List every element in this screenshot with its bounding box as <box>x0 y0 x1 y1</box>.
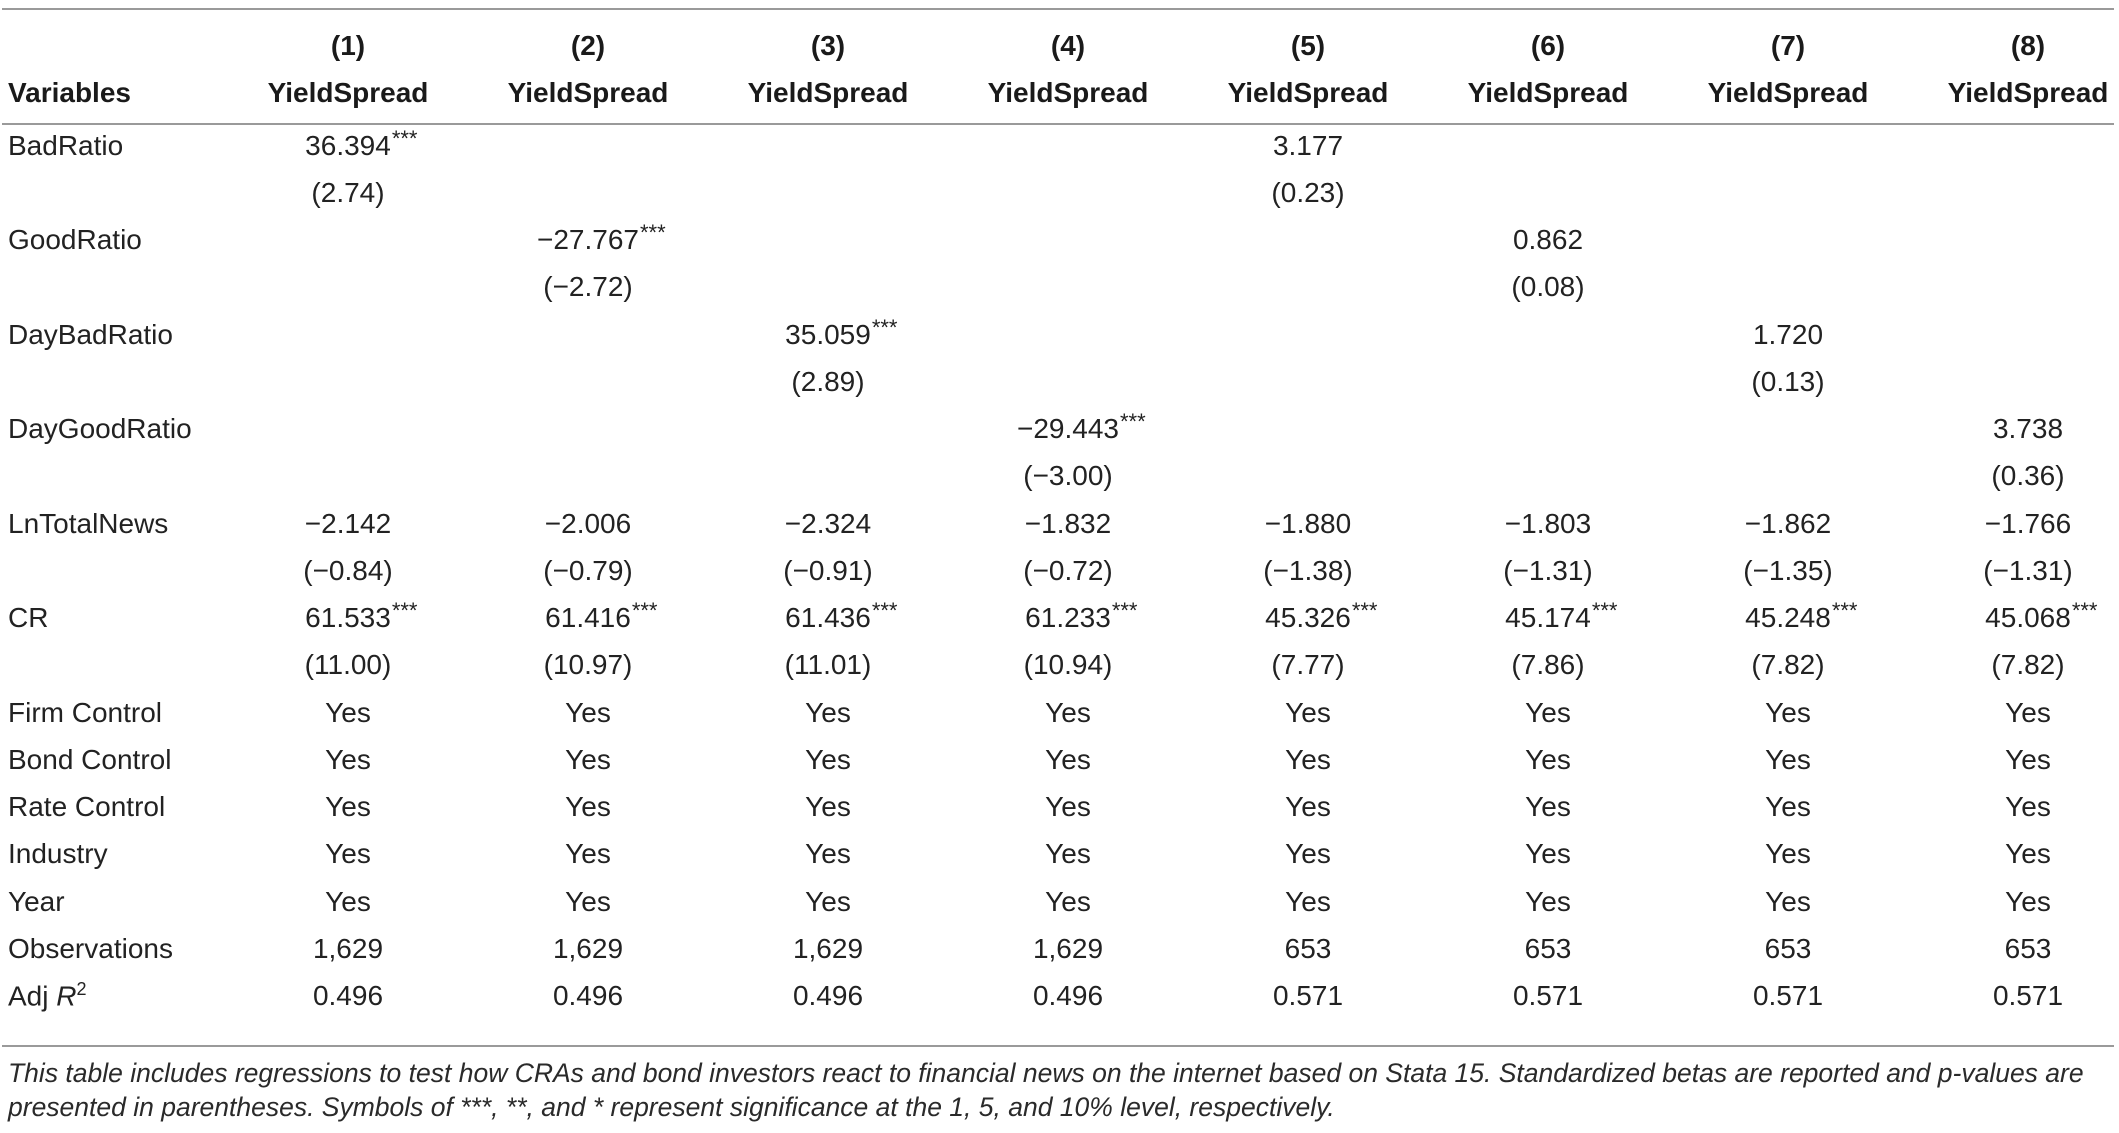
table-cell: 653 <box>1284 932 1332 964</box>
cell-value: −27.767 *** <box>537 220 666 256</box>
table-cell <box>228 217 468 264</box>
table-row <box>0 500 2119 547</box>
table-cell <box>1668 169 1908 216</box>
table-cell: 1,629 <box>1032 932 1104 964</box>
row-label: Firm Control <box>8 696 163 728</box>
row-label: LnTotalNews <box>8 507 169 539</box>
row-label <box>0 642 228 689</box>
row-label: BadRatio <box>8 129 124 161</box>
row-label <box>0 547 228 594</box>
table-cell: (7.86) <box>1511 649 1585 681</box>
table-cell: Yes <box>565 743 611 775</box>
table-cell: 0.496 <box>792 980 864 1012</box>
table-cell <box>228 595 468 642</box>
cell-value: 35.059 *** <box>785 314 898 350</box>
cell-value: 45.248 *** <box>1745 598 1858 634</box>
table-cell: 653 <box>2004 932 2052 964</box>
column-number-8: (8) <box>2010 30 2046 61</box>
table-row <box>0 689 2119 736</box>
column-name-8: YieldSpread <box>1947 77 2109 108</box>
table-cell <box>1428 311 1668 358</box>
table-cell: Yes <box>565 696 611 728</box>
table-cell: 3.738 <box>1992 413 2064 445</box>
table-cell: Yes <box>325 696 371 728</box>
table-body <box>0 122 2119 1020</box>
table-row <box>0 831 2119 878</box>
row-label <box>0 264 228 311</box>
row-label: DayBadRatio <box>8 318 173 350</box>
row-label: GoodRatio <box>8 224 142 256</box>
table-cell: Yes <box>1525 885 1571 917</box>
table-cell <box>228 311 468 358</box>
table-cell <box>1188 406 1428 453</box>
table-cell: 1,629 <box>552 932 624 964</box>
table-row <box>0 595 2119 642</box>
table-cell: (10.97) <box>543 649 633 681</box>
row-label: Observations <box>8 932 173 964</box>
table-cell <box>708 122 948 169</box>
table-cell <box>468 217 708 264</box>
table-cell <box>228 453 468 500</box>
table-cell <box>1188 264 1428 311</box>
table-cell: Yes <box>325 743 371 775</box>
cell-value: 61.233 *** <box>1025 598 1138 634</box>
table-cell <box>1188 453 1428 500</box>
cell-value: 45.326 *** <box>1265 598 1378 634</box>
table-cell: Yes <box>2005 838 2051 870</box>
table-cell <box>228 122 468 169</box>
table-cell <box>468 406 708 453</box>
table-cell <box>708 217 948 264</box>
table-row <box>0 406 2119 453</box>
table-cell <box>1908 217 2119 264</box>
table-cell: 0.496 <box>552 980 624 1012</box>
column-name-3: YieldSpread <box>747 77 909 108</box>
table-cell <box>1668 264 1908 311</box>
significance-stars: *** <box>871 598 898 624</box>
table-cell <box>1188 358 1428 405</box>
table-cell <box>1428 169 1668 216</box>
cell-value: −29.443 *** <box>1017 409 1146 445</box>
row-label: Bond Control <box>8 743 172 775</box>
table-cell <box>948 264 1188 311</box>
table-cell <box>468 595 708 642</box>
column-number-4: (4) <box>1050 30 1086 61</box>
table-cell <box>708 453 948 500</box>
table-cell: Yes <box>565 885 611 917</box>
table-cell: 653 <box>1524 932 1572 964</box>
table-cell: (7.82) <box>1991 649 2065 681</box>
column-name-1: YieldSpread <box>267 77 429 108</box>
table-cell: Yes <box>1285 791 1331 823</box>
table-cell <box>228 264 468 311</box>
table-cell: Yes <box>1045 791 1091 823</box>
table-row <box>0 311 2119 358</box>
table-cell <box>948 358 1188 405</box>
table-cell: (−1.35) <box>1743 554 1833 586</box>
table-cell <box>708 595 948 642</box>
significance-stars: *** <box>1591 598 1618 624</box>
table-cell: Yes <box>2005 791 2051 823</box>
table-cell: Yes <box>1045 743 1091 775</box>
table-row <box>0 784 2119 831</box>
column-name-5: YieldSpread <box>1227 77 1389 108</box>
table-cell: 1,629 <box>312 932 384 964</box>
cell-value: 45.174 *** <box>1505 598 1618 634</box>
row-label: DayGoodRatio <box>8 413 192 445</box>
table-cell: Yes <box>1285 696 1331 728</box>
row-label: Year <box>8 885 65 917</box>
table-row <box>0 264 2119 311</box>
table-footnote: This table includes regressions to test how CRAs and bond investors react to financial news on the internet based on Stata 15. Standardized betas are reported and p-values are presented in parentheses. Symbols of ***, **, and * represent significance at the 1, 5, and 10% level, respectively. <box>8 1058 2084 1122</box>
table-cell: 0.571 <box>1992 980 2064 1012</box>
table-cell: (2.74) <box>311 176 385 208</box>
table-cell: (−0.84) <box>303 554 393 586</box>
table-cell: (−0.72) <box>1023 554 1113 586</box>
cell-value: 61.416 *** <box>545 598 658 634</box>
table-cell: 0.496 <box>312 980 384 1012</box>
table-cell: 0.571 <box>1752 980 1824 1012</box>
table-row <box>0 973 2119 1020</box>
row-label <box>0 169 228 216</box>
table-cell: 1,629 <box>792 932 864 964</box>
significance-stars: *** <box>871 314 898 340</box>
table-cell <box>1428 406 1668 453</box>
table-cell: (−1.31) <box>1983 554 2073 586</box>
cell-value: 45.068 *** <box>1985 598 2098 634</box>
table-cell: Yes <box>1525 791 1571 823</box>
significance-stars: *** <box>391 125 418 151</box>
table-cell <box>228 358 468 405</box>
table-cell: (0.13) <box>1751 365 1825 397</box>
table-cell: Yes <box>805 743 851 775</box>
table-cell <box>948 217 1188 264</box>
table-cell: 653 <box>1764 932 1812 964</box>
significance-stars: *** <box>1351 598 1378 624</box>
table-cell <box>1908 595 2119 642</box>
table-cell: (7.77) <box>1271 649 1345 681</box>
row-label: CR <box>8 602 49 634</box>
table-cell: (0.36) <box>1991 460 2065 492</box>
row-label: Industry <box>8 838 108 870</box>
variables-header: Variables <box>8 77 131 108</box>
table-cell <box>708 406 948 453</box>
table-cell: (−1.31) <box>1503 554 1593 586</box>
table-cell <box>1428 122 1668 169</box>
significance-stars: *** <box>640 220 666 246</box>
table-cell: Yes <box>1525 743 1571 775</box>
table-cell: −2.006 <box>544 507 632 539</box>
row-label: Rate Control <box>8 791 166 823</box>
table-cell <box>1428 358 1668 405</box>
table-cell <box>468 122 708 169</box>
table-cell: −1.880 <box>1264 507 1352 539</box>
column-name-4: YieldSpread <box>987 77 1149 108</box>
table-cell: 3.177 <box>1272 129 1344 161</box>
row-label <box>0 973 228 1020</box>
table-cell: −2.324 <box>784 507 872 539</box>
table-row <box>0 169 2119 216</box>
header-column-names <box>0 64 2119 122</box>
table-bottom-rule <box>2 1045 2114 1047</box>
table-cell: Yes <box>1285 838 1331 870</box>
table-cell: 0.496 <box>1032 980 1104 1012</box>
table-cell <box>1428 453 1668 500</box>
table-cell <box>468 358 708 405</box>
column-number-1: (1) <box>330 30 366 61</box>
table-cell <box>948 311 1188 358</box>
table-cell: −1.862 <box>1744 507 1832 539</box>
table-cell: Yes <box>1285 743 1331 775</box>
table-cell: (10.94) <box>1023 649 1113 681</box>
table-cell <box>708 264 948 311</box>
table-row <box>0 358 2119 405</box>
significance-stars: *** <box>1111 598 1138 624</box>
table-cell: Yes <box>805 791 851 823</box>
table-cell <box>1668 217 1908 264</box>
table-cell: Yes <box>325 791 371 823</box>
table-cell: Yes <box>1765 838 1811 870</box>
table-cell <box>1668 595 1908 642</box>
table-cell: (−3.00) <box>1023 460 1113 492</box>
table-cell <box>1908 311 2119 358</box>
table-cell: Yes <box>325 885 371 917</box>
table-cell: (2.89) <box>791 365 865 397</box>
table-cell: (−1.38) <box>1263 554 1353 586</box>
table-cell: −1.832 <box>1024 507 1112 539</box>
table-cell: Yes <box>1045 696 1091 728</box>
table-cell: Yes <box>565 791 611 823</box>
table-row <box>0 217 2119 264</box>
significance-stars: *** <box>1120 409 1146 435</box>
table-cell: (−0.91) <box>783 554 873 586</box>
row-label <box>0 358 228 405</box>
table-row <box>0 925 2119 972</box>
column-name-6: YieldSpread <box>1467 77 1629 108</box>
table-cell: −1.803 <box>1504 507 1592 539</box>
table-cell: Yes <box>1765 791 1811 823</box>
column-name-7: YieldSpread <box>1707 77 1869 108</box>
table-cell: 0.571 <box>1512 980 1584 1012</box>
table-cell: Yes <box>1765 696 1811 728</box>
table-cell <box>468 311 708 358</box>
table-cell: (−2.72) <box>543 271 633 303</box>
header-blank-cell <box>0 10 228 64</box>
table-cell <box>948 595 1188 642</box>
significance-stars: *** <box>391 598 418 624</box>
table-cell <box>948 169 1188 216</box>
table-cell: (11.01) <box>784 649 872 681</box>
row-label-base: Adj R <box>8 980 77 1012</box>
cell-value: 36.394 *** <box>305 125 418 161</box>
table-cell <box>1668 406 1908 453</box>
header-column-numbers <box>0 10 2119 64</box>
column-number-5: (5) <box>1290 30 1326 61</box>
table-cell <box>1188 595 1428 642</box>
table-cell: Yes <box>1765 743 1811 775</box>
table-cell <box>1188 217 1428 264</box>
table-cell: (7.82) <box>1751 649 1825 681</box>
table-cell: (0.23) <box>1271 176 1345 208</box>
table-cell: Yes <box>2005 696 2051 728</box>
table-cell: Yes <box>805 838 851 870</box>
regression-table <box>0 10 2119 1020</box>
table-cell: Yes <box>2005 885 2051 917</box>
significance-stars: *** <box>2071 598 2098 624</box>
table-cell <box>708 311 948 358</box>
column-number-2: (2) <box>570 30 606 61</box>
table-row <box>0 736 2119 783</box>
table-cell: Yes <box>1285 885 1331 917</box>
significance-stars: *** <box>631 598 658 624</box>
table-cell: (0.08) <box>1511 271 1585 303</box>
table-cell <box>468 453 708 500</box>
row-label-superscript: 2 <box>76 979 87 1000</box>
column-number-7: (7) <box>1770 30 1806 61</box>
table-cell <box>1668 122 1908 169</box>
table-cell <box>468 169 708 216</box>
table-cell: Yes <box>805 696 851 728</box>
column-number-3: (3) <box>810 30 846 61</box>
table-cell: Yes <box>1765 885 1811 917</box>
table-cell: 0.571 <box>1272 980 1344 1012</box>
table-cell <box>228 406 468 453</box>
cell-value: 61.533 *** <box>305 598 418 634</box>
table-row <box>0 547 2119 594</box>
table-row <box>0 878 2119 925</box>
table-cell <box>1908 264 2119 311</box>
table-cell <box>948 406 1188 453</box>
table-cell: Yes <box>805 885 851 917</box>
table-cell: 0.862 <box>1512 224 1584 256</box>
table-cell: 1.720 <box>1752 318 1824 350</box>
table-cell: Yes <box>2005 743 2051 775</box>
table-row <box>0 453 2119 500</box>
table-cell <box>948 122 1188 169</box>
table-cell: Yes <box>1045 885 1091 917</box>
table-row <box>0 642 2119 689</box>
table-cell: Yes <box>1525 696 1571 728</box>
table-cell: (11.00) <box>304 649 392 681</box>
row-label <box>0 453 228 500</box>
table-cell: Yes <box>325 838 371 870</box>
table-header <box>0 10 2119 122</box>
table-cell <box>1908 122 2119 169</box>
table-cell <box>1908 358 2119 405</box>
table-cell: Yes <box>1525 838 1571 870</box>
table-cell <box>1908 169 2119 216</box>
column-number-6: (6) <box>1530 30 1566 61</box>
table-cell: (−0.79) <box>543 554 633 586</box>
table-cell <box>708 169 948 216</box>
table-cell <box>1188 311 1428 358</box>
table-cell: Yes <box>1045 838 1091 870</box>
table-cell <box>1668 453 1908 500</box>
cell-value: 61.436 *** <box>785 598 898 634</box>
table-row <box>0 122 2119 169</box>
significance-stars: *** <box>1831 598 1858 624</box>
table-cell: −1.766 <box>1984 507 2072 539</box>
r-symbol: R <box>56 980 77 1012</box>
table-cell <box>1428 595 1668 642</box>
column-name-2: YieldSpread <box>507 77 669 108</box>
table-cell: Yes <box>565 838 611 870</box>
table-cell: −2.142 <box>304 507 392 539</box>
